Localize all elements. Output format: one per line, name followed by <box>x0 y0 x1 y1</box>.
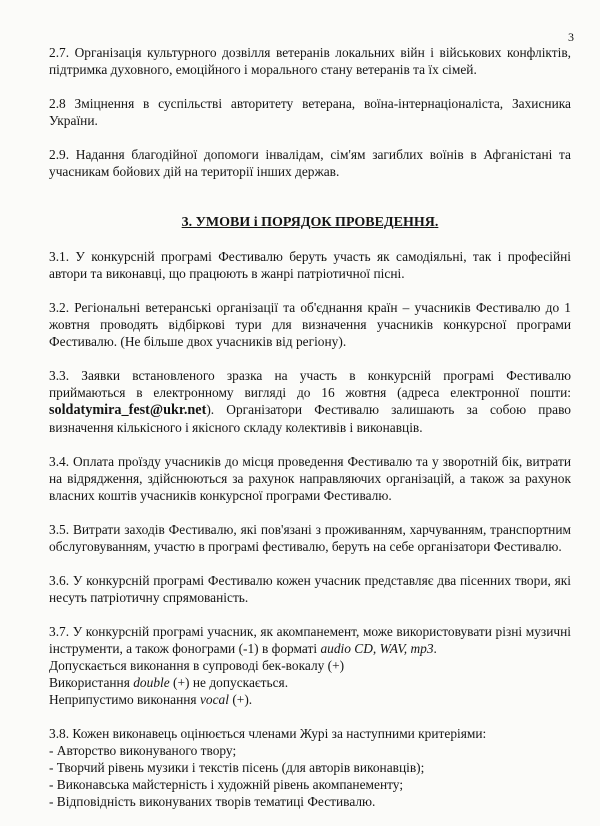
p3-7-line3 <box>49 674 571 691</box>
paragraph-3-3-before: 3.3. Заявки встановленого зразка на участь в конкурсній програмі Фестивалю приймаються в електронному вигляді до 16 жовтня (адреса електронної пошти: <box>49 368 571 400</box>
page-number: 3 <box>568 30 574 44</box>
p3-7-line4-before: Неприпустимо виконання <box>49 692 197 707</box>
paragraph-3-8-intro: 3.8. Кожен виконавець оцінюється членами Журі за наступними критеріями: <box>49 726 487 741</box>
p3-7-after: . <box>433 641 437 656</box>
paragraph-3-5: 3.5. Витрати заходів Фестивалю, які пов'язані з проживанням, харчуванням, транспортним обслуговуванням, участю в програмі фестивалю, беруть на себе організатори Фестивалю. <box>49 522 571 554</box>
section-title-suffix: . <box>434 215 439 230</box>
criteria-item: - Виконавська майстерність і художній рівень акомпанементу; <box>49 777 404 792</box>
paragraph-3-3 <box>49 367 571 436</box>
paragraph-3-3-after: ). Організатори Фестивалю залишають за собою право визначення кількісного і якісного складу колективів і виконавців. <box>49 402 571 435</box>
p3-7-line2: Допускається виконання в супроводі бек-вокалу (+) <box>49 658 345 673</box>
paragraph-3-4: 3.4. Оплата проїзду учасників до місця проведення Фестивалю та у зворотній бік, витрати на відрядження, здійснюються за рахунок направляючих організацій, а також за рахунок власних коштів учасників конкурсної програми Фестивалю. <box>49 454 571 503</box>
email-address[interactable]: soldatymira_fest@ukr.net <box>49 402 207 418</box>
paragraph-3-7 <box>49 623 571 657</box>
p3-7-formats: audio CD, WAV, mp3 <box>320 641 434 656</box>
section-title-text: 3. УМОВИ і ПОРЯДОК ПРОВЕДЕННЯ <box>181 215 435 230</box>
paragraph-3-2: 3.2. Регіональні ветеранські організації та об'єднання країн – учасників Фестивалю до 1 жовтня проводять відбіркові тури для визначення учасників конкурсної програми Фестивалю. (Не більше двох учасників від регіону). <box>49 300 571 349</box>
paragraph-3-6: 3.6. У конкурсній програмі Фестивалю кожен учасник представляє два пісенних твори, які несуть патріотичну спрямованість. <box>49 573 571 605</box>
criteria-item: - Відповідність виконуваних творів тематиці Фестивалю. <box>49 794 376 809</box>
p3-7-line4-term: vocal <box>199 692 229 707</box>
p3-7-line4-after: (+). <box>232 692 253 707</box>
criteria-item: - Творчий рівень музики і текстів пісень (для авторів виконавців); <box>49 760 425 775</box>
p3-7-line4 <box>49 691 571 708</box>
criteria-item: - Авторство виконуваного твору; <box>49 743 237 758</box>
p3-7-line3-after: (+) не допускається. <box>173 675 289 690</box>
section-title <box>49 214 571 231</box>
p3-7-before: 3.7. У конкурсній програмі учасник, як акомпанемент, може використовувати різні музичні інструменти, а також фонограми (-1) в форматі <box>49 624 571 656</box>
paragraph-3-1: 3.1. У конкурсній програмі Фестивалю беруть участь як самодіяльні, так і професійні автори та виконавці, що працюють в жанрі патріотичної пісні. <box>49 249 571 281</box>
paragraph-2-9: 2.9. Надання благодійної допомоги інвалідам, сім'ям загиблих воїнів в Афганістані та учасникам бойових дій на території інших держав. <box>49 147 571 179</box>
p3-7-line3-term: double <box>133 675 170 690</box>
p3-7-line3-before: Використання <box>49 675 130 690</box>
paragraph-2-7: 2.7. Організація культурного дозвілля ветеранів локальних війн і військових конфліктів, підтримка духовного, емоційного і морального стану ветеранів та їх сімей. <box>49 45 571 77</box>
paragraph-2-8: 2.8 Зміцнення в суспільстві авторитету ветерана, воїна-інтернаціоналіста, Захисника України. <box>49 96 571 128</box>
document-body <box>49 44 571 810</box>
